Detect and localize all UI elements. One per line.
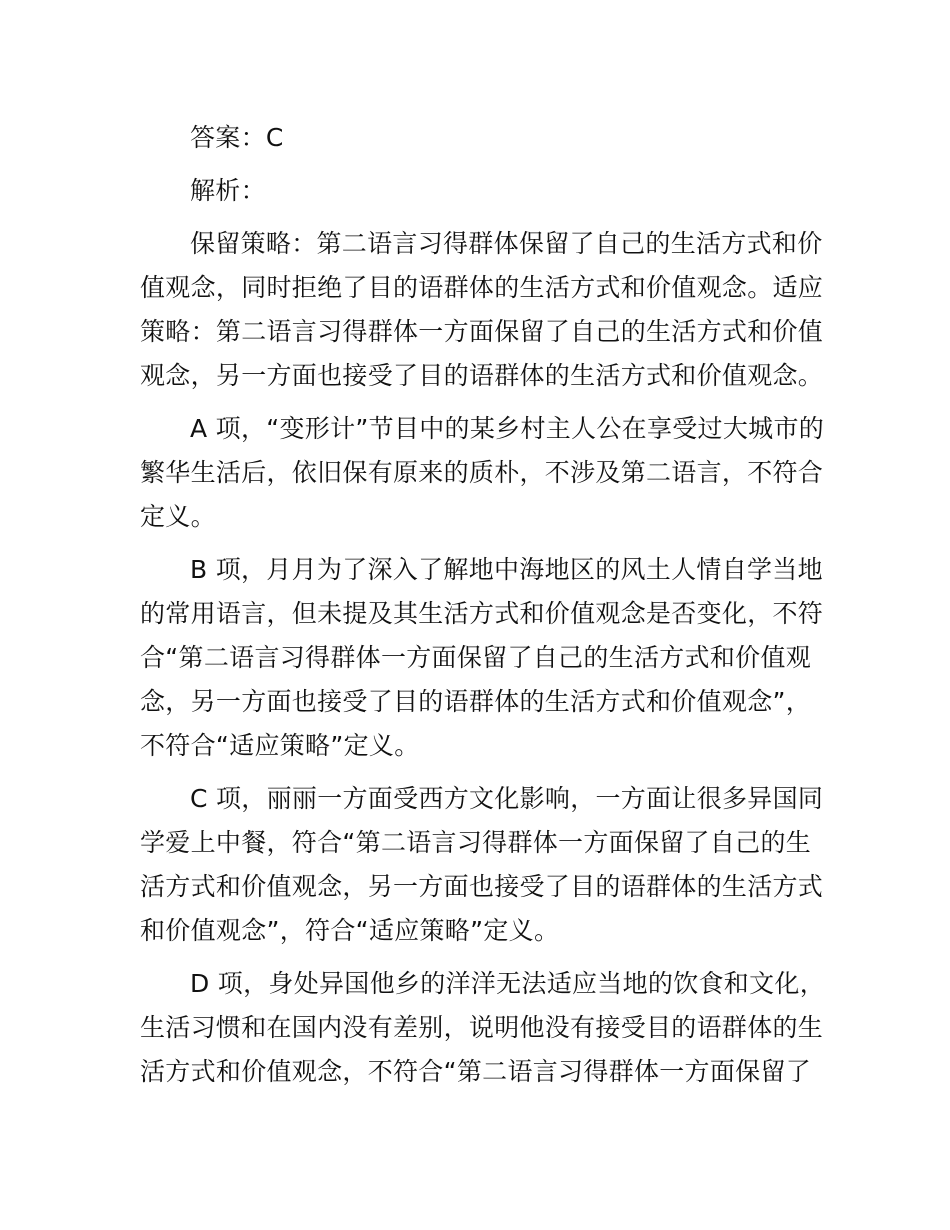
paragraph xyxy=(140,962,825,1094)
paragraph xyxy=(140,548,824,768)
paragraph xyxy=(140,116,820,160)
text-line: D 项，身处异国他乡的洋洋无法适应当地的饮食和文化， xyxy=(190,969,825,998)
text-line: 学爱上中餐，符合“第二语言习得群体一方面保留了自己的生 xyxy=(140,828,812,857)
text-line: 定义。 xyxy=(140,502,216,531)
paragraph xyxy=(140,222,824,398)
paragraph xyxy=(140,407,825,539)
text-line: 活方式和价值观念，不符合“第二语言习得群体一方面保留了 xyxy=(140,1057,812,1086)
text-line: 念，另一方面也接受了目的语群体的生活方式和价值观念”， xyxy=(140,687,812,716)
document-page xyxy=(140,116,825,1103)
text-line: 的常用语言，但未提及其生活方式和价值观念是否变化，不符 xyxy=(140,599,824,628)
text-line: C 项，丽丽一方面受西方文化影响，一方面让很多异国同 xyxy=(190,784,824,813)
text-line: 活方式和价值观念，另一方面也接受了目的语群体的生活方式 xyxy=(140,872,824,901)
paragraph xyxy=(140,169,820,213)
text-line: 观念，另一方面也接受了目的语群体的生活方式和价值观念。 xyxy=(140,361,824,390)
paragraph xyxy=(140,777,824,953)
text-line: B 项，月月为了深入了解地中海地区的风土人情自学当地 xyxy=(190,555,823,584)
text-line: 生活习惯和在国内没有差别，说明他没有接受目的语群体的生 xyxy=(140,1013,824,1042)
text-line: 繁华生活后，依旧保有原来的质朴，不涉及第二语言，不符合 xyxy=(140,458,824,487)
text-line: 答案：C xyxy=(190,123,284,152)
text-line: 合“第二语言习得群体一方面保留了自己的生活方式和价值观 xyxy=(140,643,812,672)
text-line: A 项，“变形计”节目中的某乡村主人公在享受过大城市的 xyxy=(190,414,825,443)
text-line: 策略：第二语言习得群体一方面保留了自己的生活方式和价值 xyxy=(140,317,824,346)
text-line: 值观念，同时拒绝了目的语群体的生活方式和价值观念。适应 xyxy=(140,273,824,302)
text-line: 解析： xyxy=(190,176,266,205)
text-line: 和价值观念”，符合“适应策略”定义。 xyxy=(140,916,560,945)
text-line: 保留策略：第二语言习得群体保留了自己的生活方式和价 xyxy=(190,229,823,258)
text-line: 不符合“适应策略”定义。 xyxy=(140,731,420,760)
